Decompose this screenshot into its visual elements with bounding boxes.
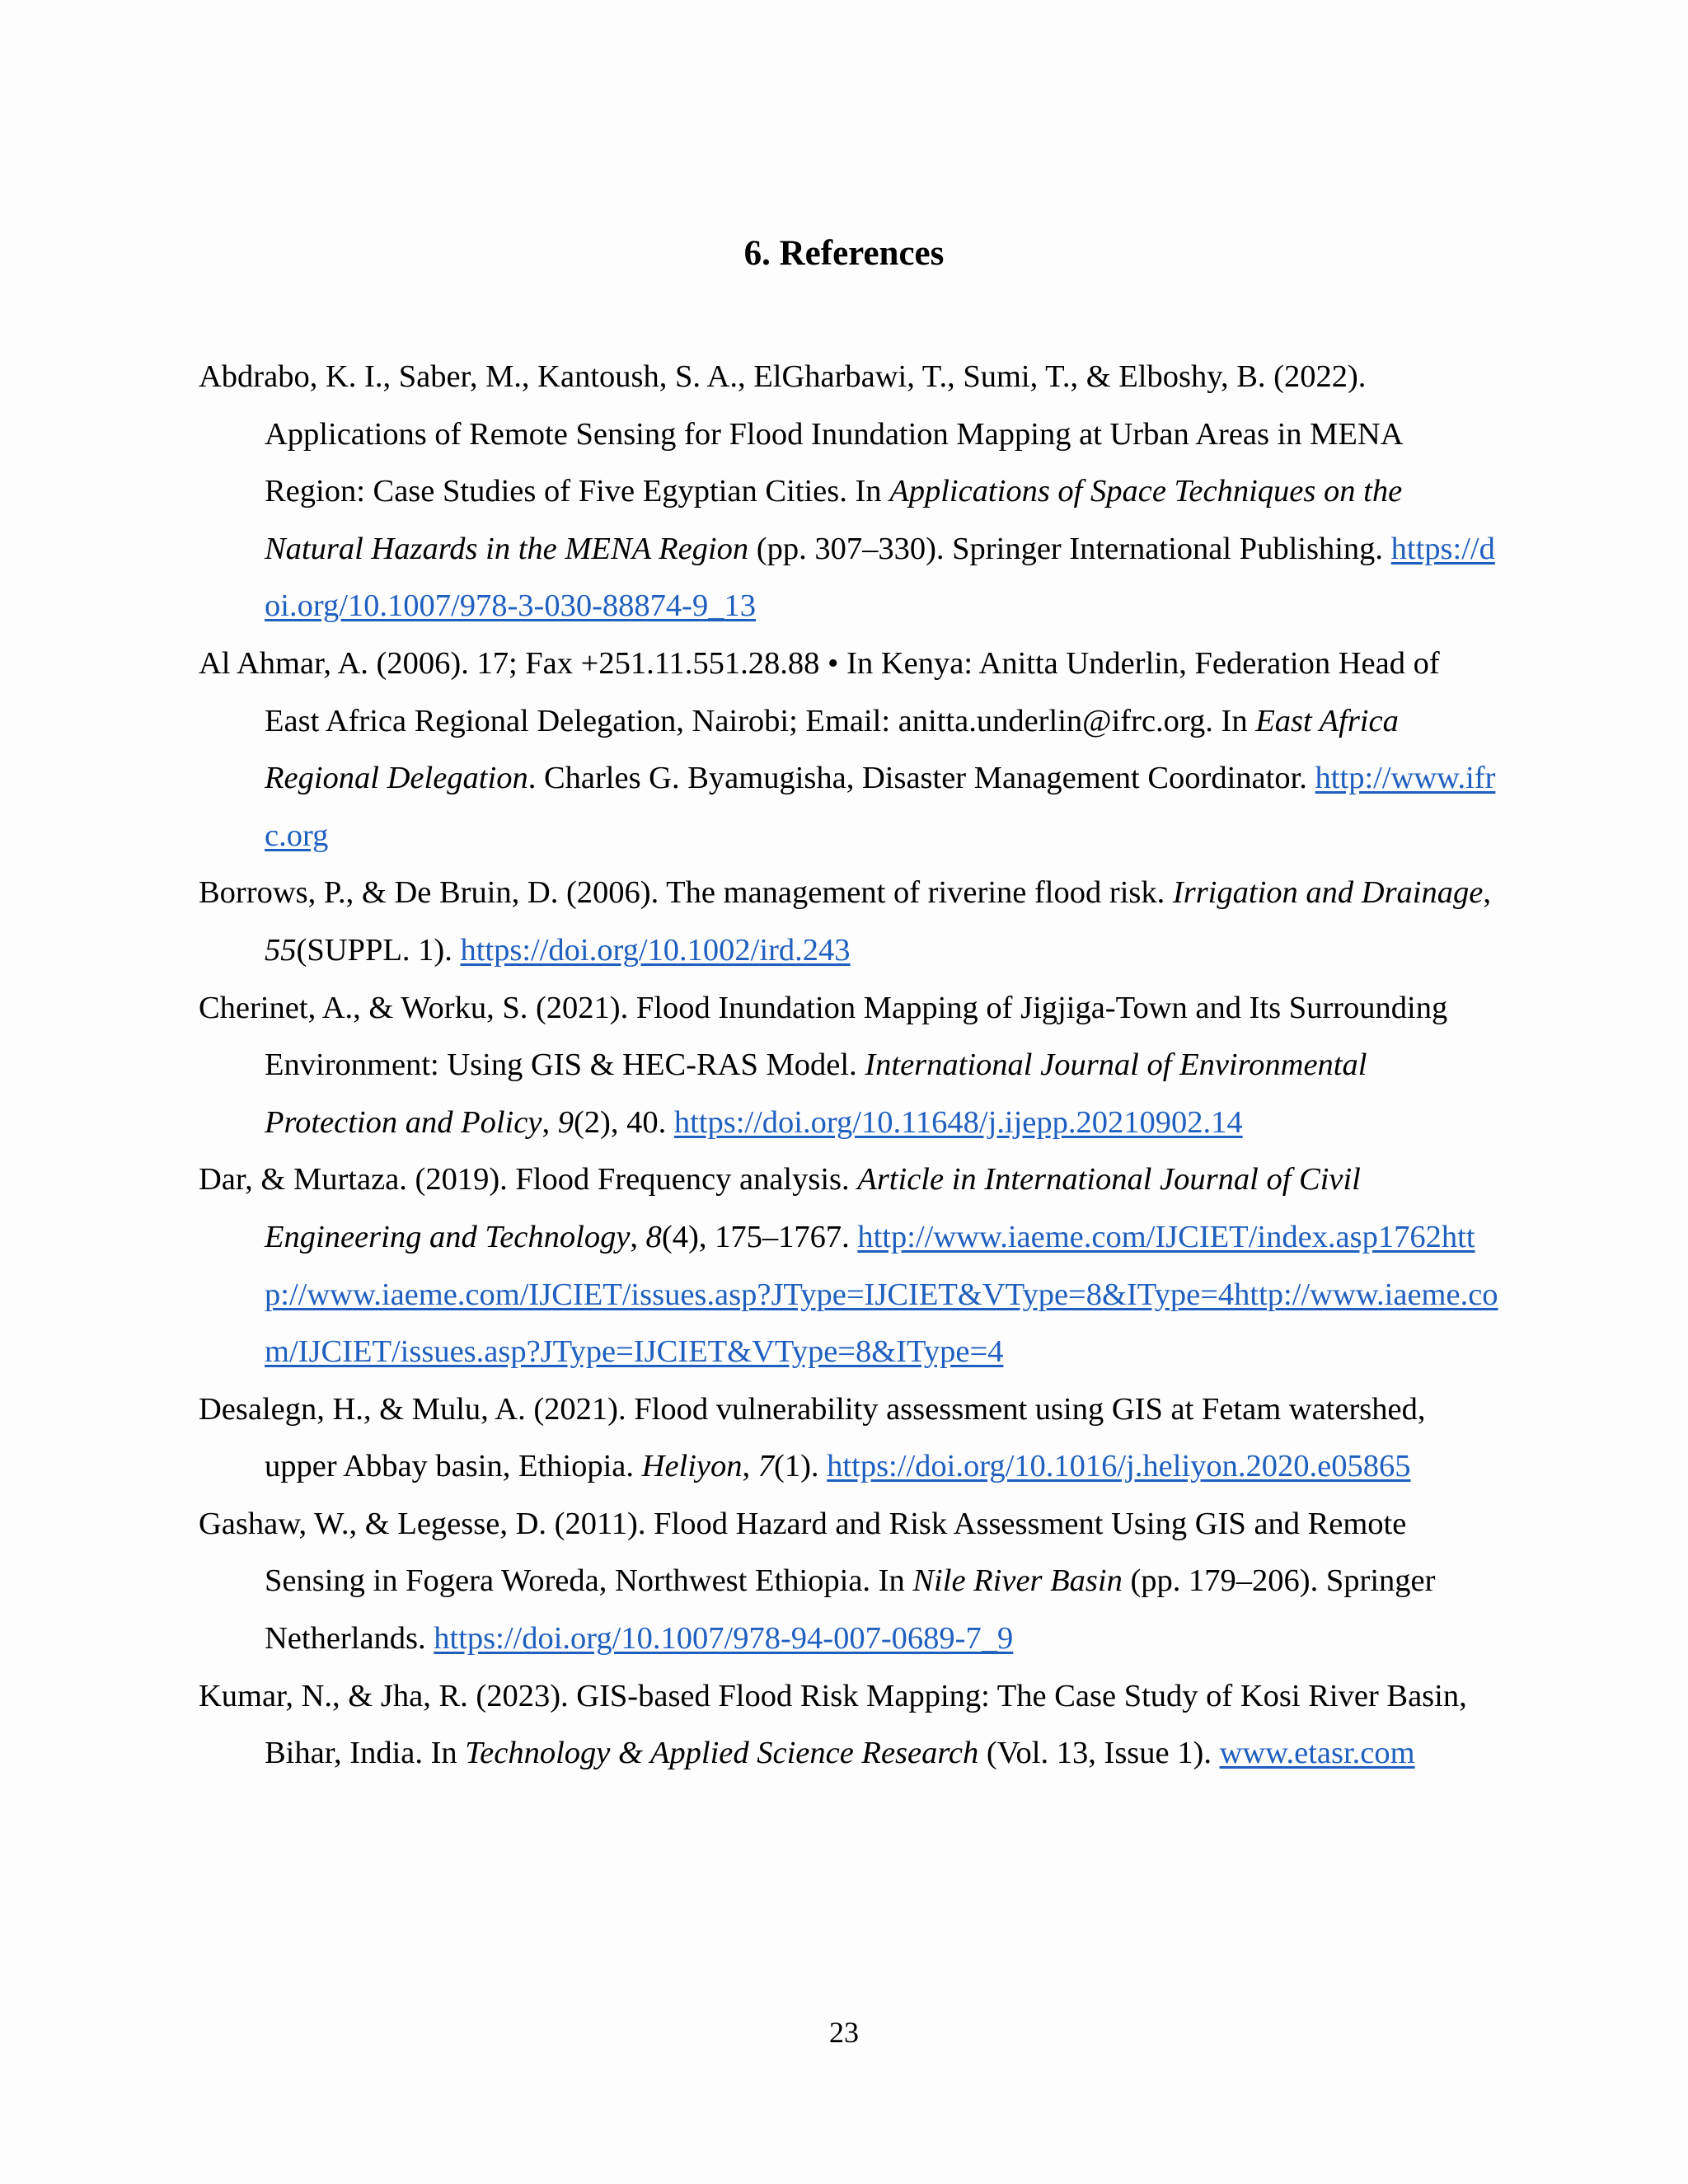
reference-link[interactable]: http://www.ifrc.org [265,761,1496,853]
reference-volume: 9 [557,1104,574,1140]
reference-link[interactable]: https://doi.org/10.1007/978-94-007-0689-7_9 [434,1621,1014,1657]
reference-source-title: Nile River Basin [912,1563,1123,1599]
reference-entry [199,980,1501,1152]
page-number: 23 [829,2016,859,2049]
reference-text: (pp. 179–206). Springer Netherlands. [265,1563,1436,1657]
reference-volume: 8 [645,1219,662,1254]
reference-source-title: Technology & Applied Science Research [465,1736,979,1771]
reference-source-title: Article in International Journal of Civil Engineering and Technology [265,1162,1361,1254]
reference-text: Kumar, N., & Jha, R. (2023). GIS-based Flood Risk Mapping: The Case Study of Kosi River Basin, Bihar, India. In [199,1678,1467,1771]
reference-list [199,349,1501,1783]
reference-entry [199,865,1501,979]
reference-volume: 55 [265,932,297,968]
reference-entry [199,1151,1501,1380]
reference-text: Gashaw, W., & Legesse, D. (2011). Flood Hazard and Risk Assessment Using GIS and Remote Sensing in Fogera Woreda, Northwest Ethiopia. In [199,1506,1407,1599]
reference-text: . Charles G. Byamugisha, Disaster Management Coordinator. [528,761,1315,796]
reference-source-title: International Journal of Environmental Protection and Policy [265,1047,1367,1140]
reference-text: , [1483,875,1491,911]
reference-entry [199,1496,1501,1668]
reference-link[interactable]: https://doi.org/10.1002/ird.243 [460,932,851,968]
reference-text: (SUPPL. 1). [296,932,461,968]
reference-volume: 7 [757,1449,775,1484]
reference-link[interactable]: https://doi.org/10.1007/978-3-030-88874-9_13 [265,531,1495,624]
reference-source-title: East Africa Regional Delegation [265,703,1399,796]
reference-text: (1). [774,1449,828,1484]
reference-text: , [542,1104,558,1140]
section-heading: 6. References [743,234,945,273]
reference-text: , [630,1219,646,1254]
reference-link[interactable]: http://www.iaeme.com/IJCIET/index.asp1762http://www.iaeme.com/IJCIET/issues.asp?JType=IJCIET&VType=8&IType=4http://www.iaeme.com/IJCIET/issues.asp?JType=IJCIET&VType=8&IType=4 [265,1219,1498,1370]
reference-text: , [742,1449,758,1484]
reference-entry [199,349,1501,635]
reference-link[interactable]: www.etasr.com [1219,1736,1415,1771]
reference-text: Borrows, P., & De Bruin, D. (2006). The management of riverine flood risk. [199,875,1173,911]
reference-text: (4), 175–1767. [661,1219,858,1254]
reference-source-title: Heliyon [641,1449,743,1484]
reference-link[interactable]: https://doi.org/10.1016/j.heliyon.2020.e05865 [827,1449,1411,1484]
reference-source-title: Applications of Space Techniques on the Natural Hazards in the MENA Region [265,474,1403,566]
reference-text: (Vol. 13, Issue 1). [978,1736,1220,1771]
reference-entry [199,635,1501,865]
reference-text: Cherinet, A., & Worku, S. (2021). Flood Inundation Mapping of Jigjiga-Town and Its Surrounding Environment: Using GIS & HEC-RAS Model. [199,990,1448,1083]
reference-text: Abdrabo, K. I., Saber, M., Kantoush, S. A., ElGharbawi, T., Sumi, T., & Elboshy, B. (2022). Applications of Remote Sensing for Flood Inundation Mapping at Urban Areas in MENA Region: Case Studies of Five Egyptian Cities. In [199,359,1402,509]
reference-text: (2), 40. [573,1104,674,1140]
reference-source-title: Irrigation and Drainage [1172,875,1484,911]
reference-text: Desalegn, H., & Mulu, A. (2021). Flood vulnerability assessment using GIS at Fetam watershed, upper Abbay basin, Ethiopia. [199,1391,1426,1484]
reference-link[interactable]: https://doi.org/10.11648/j.ijepp.20210902.14 [673,1104,1243,1140]
reference-text: Al Ahmar, A. (2006). 17; Fax +251.11.551.28.88 • In Kenya: Anitta Underlin, Federation Head of East Africa Regional Delegation, Nairobi; Email: anitta.underlin@ifrc.org. In [199,645,1440,738]
reference-entry [199,1381,1501,1496]
reference-entry [199,1668,1501,1783]
reference-text: Dar, & Murtaza. (2019). Flood Frequency analysis. [199,1162,858,1197]
reference-text: (pp. 307–330). Springer International Publishing. [748,531,1391,566]
